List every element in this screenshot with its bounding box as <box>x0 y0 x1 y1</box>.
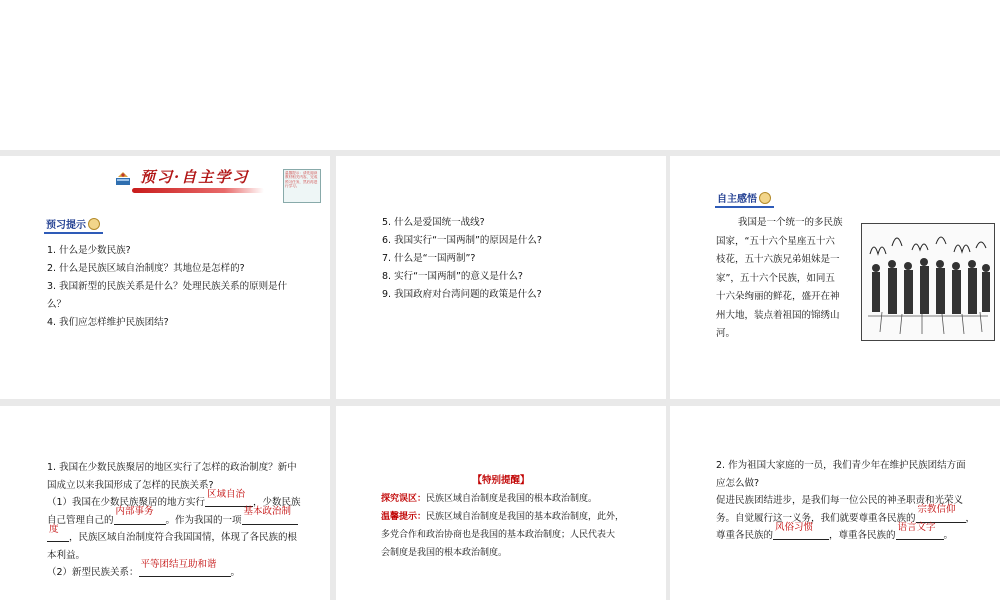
question-line: 国成立以来我国形成了怎样的民族关系? <box>47 479 214 491</box>
answer-line <box>47 523 325 547</box>
slide-special-reminder[interactable] <box>336 406 666 600</box>
answer-text-red: 区域自治 <box>207 488 246 500</box>
answer-line <box>716 504 998 528</box>
reflection-tag-label: 自主感悟 <box>717 194 757 205</box>
question-line: 应怎么做? <box>716 477 760 489</box>
answer-text-red: 平等团结互助和谐 <box>140 558 217 570</box>
answer-blank[interactable] <box>114 506 166 525</box>
answer-blank[interactable] <box>47 523 69 542</box>
reminder-title: 【特别提醒】 <box>472 475 530 486</box>
answer-text <box>47 459 325 582</box>
text-span: 务。自觉履行这一义务，我们就要尊重各民族的 <box>716 512 916 524</box>
question-item: 7. 什么是“一国两制”? <box>382 253 476 264</box>
text-span: ，少数民族 <box>253 497 301 508</box>
text-span: 自己管理自己的 <box>47 514 114 526</box>
text-line: 十六朵绚丽的鲜花，盛开在神 <box>716 291 840 302</box>
question-item: 4. 我们应怎样维护民族团结? <box>47 317 169 328</box>
text-line: 国家，“五十六个星座五十六 <box>716 235 835 247</box>
text-span: 民族区域自治制度是我国的根本政治制度。 <box>426 494 598 504</box>
misconception-label: 探究误区： <box>381 494 427 504</box>
answer-line: 本利益。 <box>47 549 86 561</box>
answer-text-red: 度 <box>49 523 59 535</box>
answer-line: 促进民族团结进步，是我们每一位公民的神圣职责和光荣义 <box>716 495 964 506</box>
question-item: 3. 我国新型的民族关系是什么？处理民族关系的原则是什 <box>47 281 288 292</box>
cup-icon <box>759 192 771 204</box>
text-span: （1）我国在少数民族聚居的地方实行 <box>47 497 206 508</box>
question-list <box>47 242 322 332</box>
question-list <box>382 214 657 304</box>
answer-text-red: 内部事务 <box>115 506 154 517</box>
question-item: 5. 什么是爱国统一战线? <box>382 217 485 228</box>
text-span: ， <box>965 512 976 524</box>
reflection-tag <box>715 190 774 208</box>
question-item: 么？ <box>47 299 67 310</box>
text-span: 尊重各民族的 <box>716 530 774 541</box>
text-span: （2）新型民族关系： <box>47 567 139 578</box>
slide-questions-continued[interactable] <box>336 156 666 399</box>
reminder-text <box>381 490 663 562</box>
answer-blank[interactable] <box>242 506 298 525</box>
text-line: 州大地，装点着祖国的锦绣山 <box>716 309 840 321</box>
slide-preview-questions[interactable] <box>0 156 330 399</box>
slide-answers-autonomy[interactable] <box>0 406 330 600</box>
preview-tag <box>44 216 103 234</box>
answer-line <box>47 558 325 582</box>
question-item: 9. 我国政府对台湾问题的政策是什么? <box>382 289 542 300</box>
reminder-line: 会制度是我国的根本政治制度。 <box>381 548 508 558</box>
text-line: 家”，五十六个民族，如同五 <box>716 272 835 284</box>
question-item: 2. 什么是民族区域自治制度？其地位是怎样的? <box>47 263 245 274</box>
section-banner <box>110 166 265 196</box>
answer-text <box>716 457 998 545</box>
answer-blank[interactable] <box>139 558 231 577</box>
question-line: 2. 作为祖国大家庭的一员，我们青少年在维护民族团结方面 <box>716 460 966 471</box>
answer-blank[interactable] <box>773 521 829 540</box>
banner-underline <box>132 188 264 193</box>
tip-label: 温馨提示： <box>381 512 427 522</box>
text-span: ，尊重各民族的 <box>829 530 896 541</box>
slide-self-reflection[interactable] <box>670 156 1000 399</box>
answer-text-red: 语言文字 <box>897 521 936 533</box>
answer-text-red: 基本政治制 <box>243 506 292 517</box>
reminder-line <box>381 508 663 526</box>
answer-blank[interactable] <box>896 521 944 540</box>
text-span: 民族区域自治制度是我国的基本政治制度，此外， <box>426 512 625 522</box>
reminder-line: 多党合作和政治协商也是我国的基本政治制度；人民代表大 <box>381 530 616 540</box>
text-span: 。作为我国的一项 <box>165 514 242 526</box>
text-span: ，民族区域自治制度符合我国国情，体现了各民族的根 <box>69 532 298 543</box>
question-item: 6. 我国实行“一国两制”的原因是什么? <box>382 235 542 246</box>
note-thumbnail[interactable]: 温馨提示：请先阅读教材相关内容，完成预习任务，然后再进行学习。 <box>283 169 321 203</box>
text-line: 我国是一个统一的多民族 <box>738 217 843 228</box>
answer-line <box>47 506 325 530</box>
answer-text-red: 宗教信仰 <box>917 504 956 515</box>
reflection-text <box>716 214 858 344</box>
text-line: 河。 <box>716 328 736 339</box>
answer-line <box>716 521 998 545</box>
answer-text-red: 风俗习惯 <box>775 521 814 533</box>
cup-icon <box>88 218 100 230</box>
text-span: 。 <box>230 567 241 578</box>
ethnic-groups-illustration <box>861 223 995 341</box>
preview-tag-label: 预习提示 <box>46 220 86 231</box>
slide-answers-unity[interactable] <box>670 406 1000 600</box>
reminder-line <box>381 490 663 508</box>
book-icon <box>114 170 132 188</box>
banner-title: 预习·自主学习 <box>140 168 250 186</box>
question-line: 1. 我国在少数民族聚居的地区实行了怎样的政治制度？新中 <box>47 462 297 473</box>
text-line: 枝花，五十六族兄弟姐妹是一 <box>716 254 840 265</box>
text-span: 。 <box>943 530 954 541</box>
top-blank-area <box>0 0 1000 150</box>
question-item: 8. 实行“一国两制”的意义是什么? <box>382 271 523 282</box>
question-item: 1. 什么是少数民族? <box>47 245 131 256</box>
